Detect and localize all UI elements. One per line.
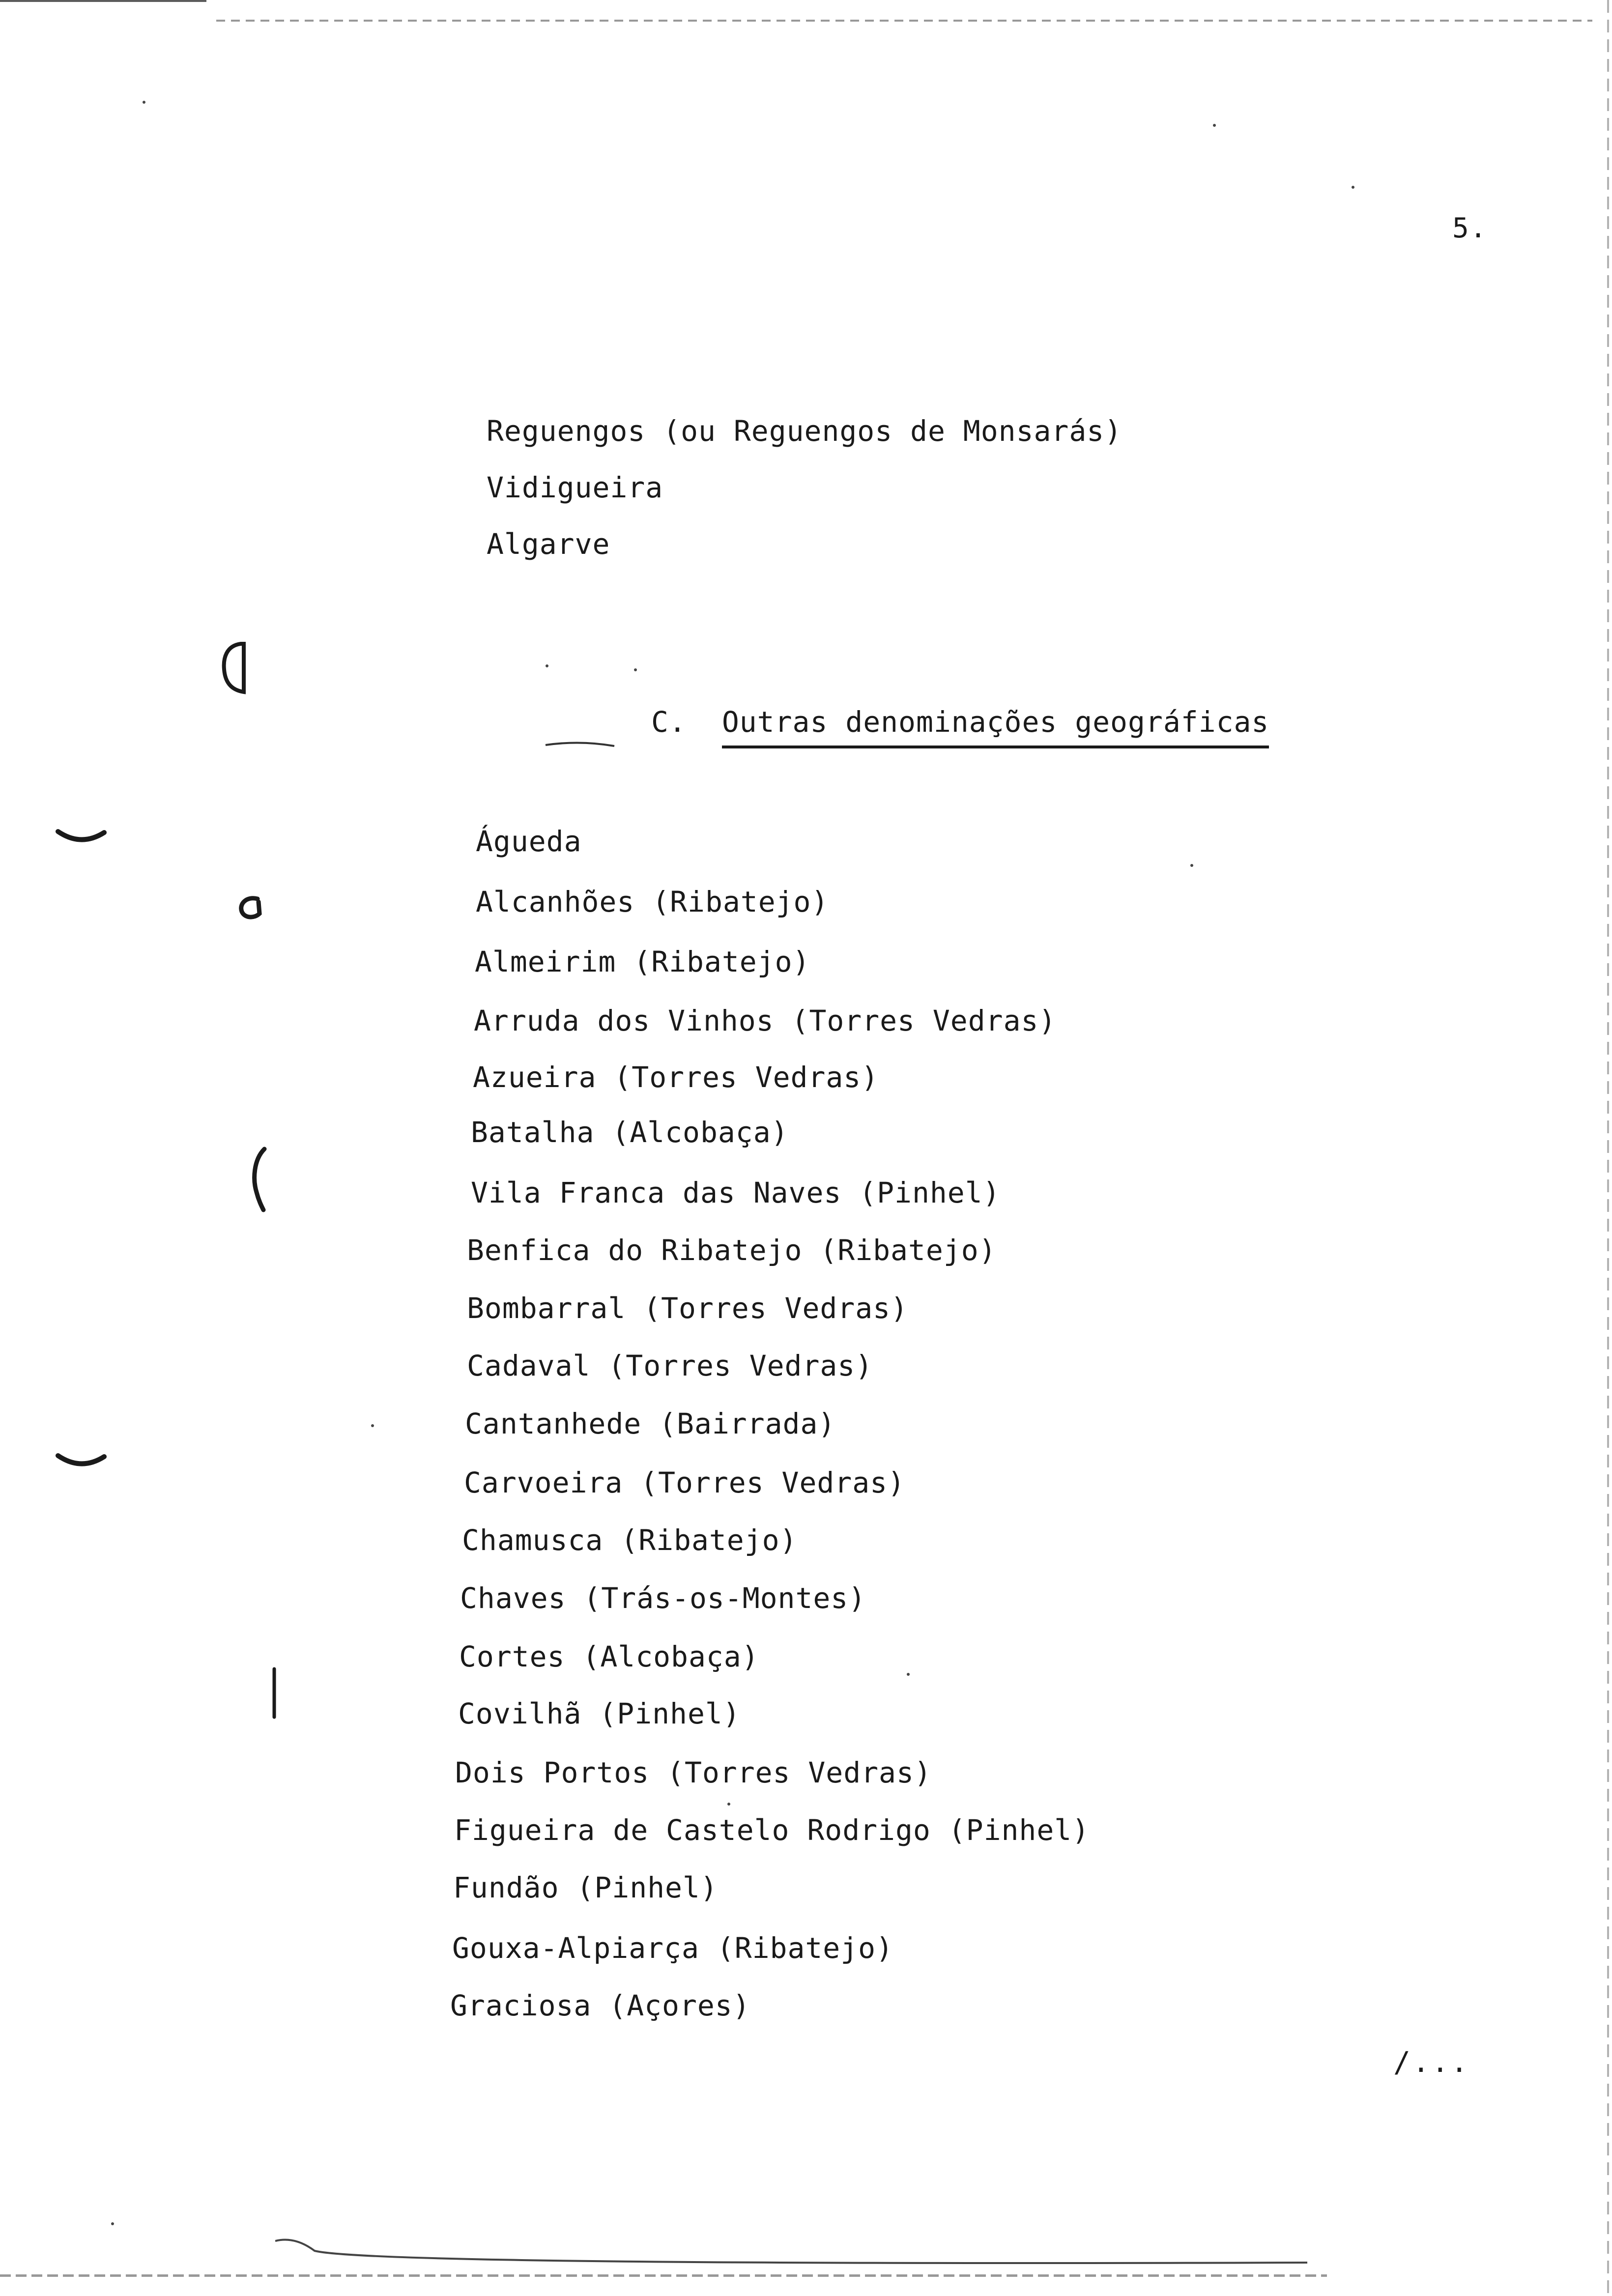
scan-speck <box>907 1673 910 1676</box>
scan-speck <box>634 668 637 671</box>
intro-list-item: Reguengos (ou Reguengos de Monsarás) <box>487 414 1123 448</box>
page-number: 5. <box>1452 212 1488 244</box>
page-edge-top <box>216 20 1592 22</box>
page-edge-bottom <box>0 2274 1327 2277</box>
section-title: Outras denominações geográficas <box>722 705 1269 748</box>
scan-speck <box>143 101 145 104</box>
intro-list-item: Algarve <box>487 527 610 561</box>
scan-speck <box>371 1424 374 1427</box>
place-list-item: Arruda dos Vinhos (Torres Vedras) <box>474 1004 1057 1037</box>
place-list-item: Chaves (Trás-os-Montes) <box>460 1581 866 1615</box>
place-list-item: Almeirim (Ribatejo) <box>475 945 810 978</box>
place-list-item: Dois Portos (Torres Vedras) <box>455 1756 932 1789</box>
place-list-item: Covilhã (Pinhel) <box>458 1697 741 1730</box>
place-list-item: Alcanhões (Ribatejo) <box>476 885 829 918</box>
punch-bracket-mark-icon <box>246 1145 270 1214</box>
punch-hole-mark-icon <box>216 639 251 698</box>
place-list-item: Graciosa (Açores) <box>450 1989 750 2022</box>
page-edge-right <box>1607 0 1609 2296</box>
page-edge-top-left <box>0 0 206 2</box>
place-list-item: Fundão (Pinhel) <box>453 1871 718 1904</box>
scan-speck <box>1352 186 1354 189</box>
continuation-mark: /... <box>1393 2045 1470 2079</box>
scan-speck <box>727 1803 730 1806</box>
place-list-item: Chamusca (Ribatejo) <box>462 1523 798 1557</box>
place-list-item: Carvoeira (Torres Vedras) <box>464 1466 905 1499</box>
stray-dash-mark-icon <box>541 737 619 752</box>
place-list-item: Gouxa-Alpiarça (Ribatejo) <box>452 1931 893 1965</box>
punch-round-mark-icon <box>235 892 264 921</box>
place-list-item: Cantanhede (Bairrada) <box>465 1407 836 1440</box>
scan-speck <box>546 664 548 667</box>
intro-list-item: Vidigueira <box>487 471 663 504</box>
place-list-item: Benfica do Ribatejo (Ribatejo) <box>467 1234 997 1267</box>
punch-arc-mark-icon <box>54 826 108 850</box>
section-letter: C. <box>651 705 687 739</box>
place-list-item: Vila Franca das Naves (Pinhel) <box>471 1176 1001 1209</box>
scan-speck <box>1190 864 1193 867</box>
section-heading <box>651 705 1269 748</box>
scan-speck <box>1213 124 1216 127</box>
place-list-item: Azueira (Torres Vedras) <box>473 1061 879 1094</box>
place-list-item: Cadaval (Torres Vedras) <box>467 1349 873 1382</box>
place-list-item: Batalha (Alcobaça) <box>471 1116 789 1149</box>
place-list-item: Cortes (Alcobaça) <box>459 1640 759 1673</box>
place-list-item: Bombarral (Torres Vedras) <box>467 1292 908 1325</box>
scan-speck <box>111 2222 114 2225</box>
punch-line-mark-icon <box>269 1666 279 1720</box>
bottom-edge-curl-mark-icon <box>275 2231 1307 2270</box>
place-list-item: Figueira de Castelo Rodrigo (Pinhel) <box>454 1813 1090 1847</box>
punch-arc-mark-icon <box>54 1450 108 1474</box>
place-list-item: Águeda <box>476 825 582 858</box>
